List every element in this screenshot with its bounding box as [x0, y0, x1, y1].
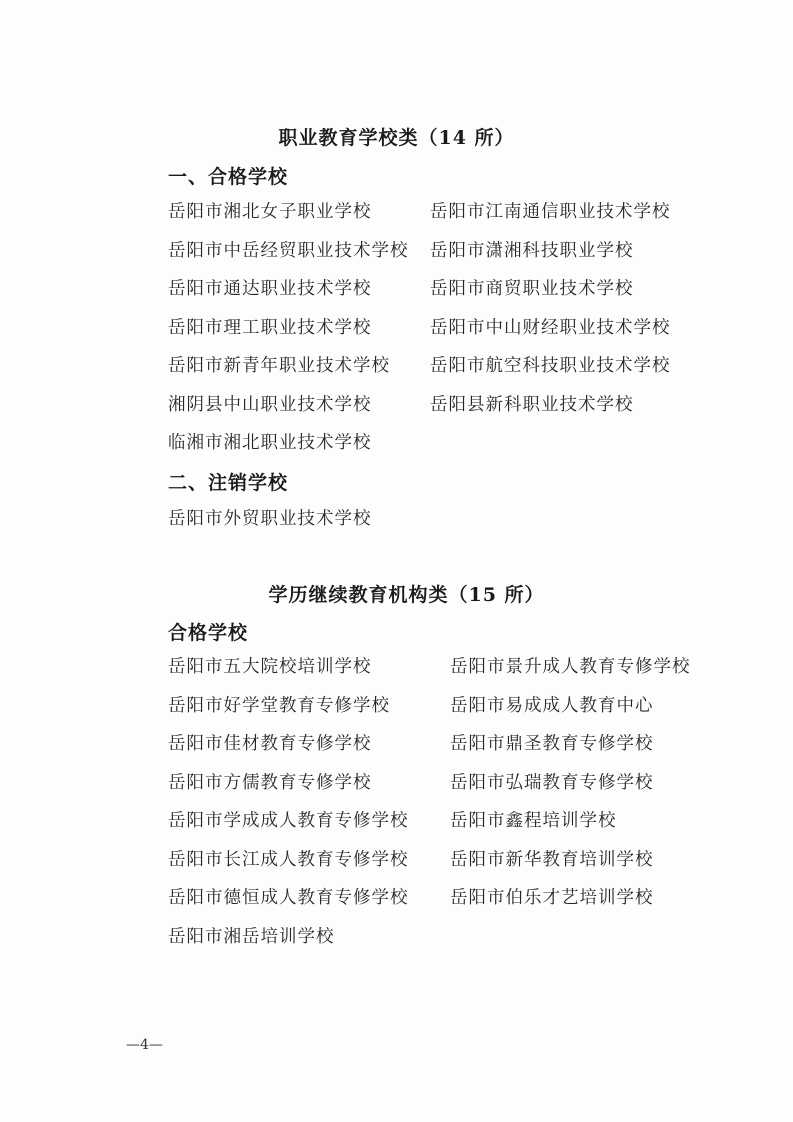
school-item: 岳阳市航空科技职业技术学校	[430, 356, 671, 376]
group-label-qualified-vocational: 一、合格学校	[168, 166, 289, 188]
school-item: 岳阳市外贸职业技术学校	[168, 509, 372, 529]
group-label-cancelled-vocational: 二、注销学校	[168, 472, 289, 494]
school-item: 岳阳市好学堂教育专修学校	[168, 695, 390, 716]
school-item: 岳阳市易成成人教育中心	[450, 695, 654, 716]
school-item: 临湘市湘北职业技术学校	[168, 433, 372, 453]
school-item: 岳阳市湘北女子职业学校	[168, 202, 372, 222]
school-item: 岳阳市鑫程培训学校	[450, 811, 617, 831]
school-item: 岳阳市新华教育培训学校	[450, 849, 654, 870]
school-item: 岳阳市学成成人教育专修学校	[168, 811, 409, 831]
school-item: 湘阴县中山职业技术学校	[168, 394, 372, 415]
school-item: 岳阳市伯乐才艺培训学校	[450, 888, 654, 908]
school-item: 岳阳市景升成人教育专修学校	[450, 657, 691, 677]
school-item: 岳阳县新科职业技术学校	[430, 394, 634, 415]
school-item: 岳阳市商贸职业技术学校	[430, 279, 634, 299]
school-item: 岳阳市德恒成人教育专修学校	[168, 888, 409, 908]
school-item: 岳阳市中山财经职业技术学校	[430, 317, 671, 338]
school-list-vocational-qualified	[168, 198, 692, 468]
school-item: 岳阳市江南通信职业技术学校	[430, 202, 671, 222]
school-item: 岳阳市长江成人教育专修学校	[168, 849, 409, 870]
school-list-continuing-qualified	[168, 653, 712, 961]
school-item: 岳阳市湘岳培训学校	[168, 926, 335, 947]
school-item: 岳阳市佳材教育专修学校	[168, 734, 372, 754]
school-item: 岳阳市新青年职业技术学校	[168, 356, 390, 376]
page-number: —4—	[126, 1037, 163, 1053]
school-item: 岳阳市通达职业技术学校	[168, 279, 372, 299]
school-list-vocational-cancelled	[168, 505, 692, 544]
school-item: 岳阳市潇湘科技职业学校	[430, 240, 634, 261]
school-item: 岳阳市方儒教育专修学校	[168, 772, 372, 793]
school-item: 岳阳市鼎圣教育专修学校	[450, 734, 654, 754]
section-title-vocational: 职业教育学校类（14 所）	[278, 127, 515, 149]
section-title-continuing-education: 学历继续教育机构类（15 所）	[268, 584, 545, 606]
group-label-qualified-continuing: 合格学校	[168, 622, 249, 644]
school-item: 岳阳市理工职业技术学校	[168, 317, 372, 338]
school-item: 岳阳市弘瑞教育专修学校	[450, 772, 654, 793]
school-item: 岳阳市五大院校培训学校	[168, 657, 372, 677]
school-item: 岳阳市中岳经贸职业技术学校	[168, 240, 409, 261]
